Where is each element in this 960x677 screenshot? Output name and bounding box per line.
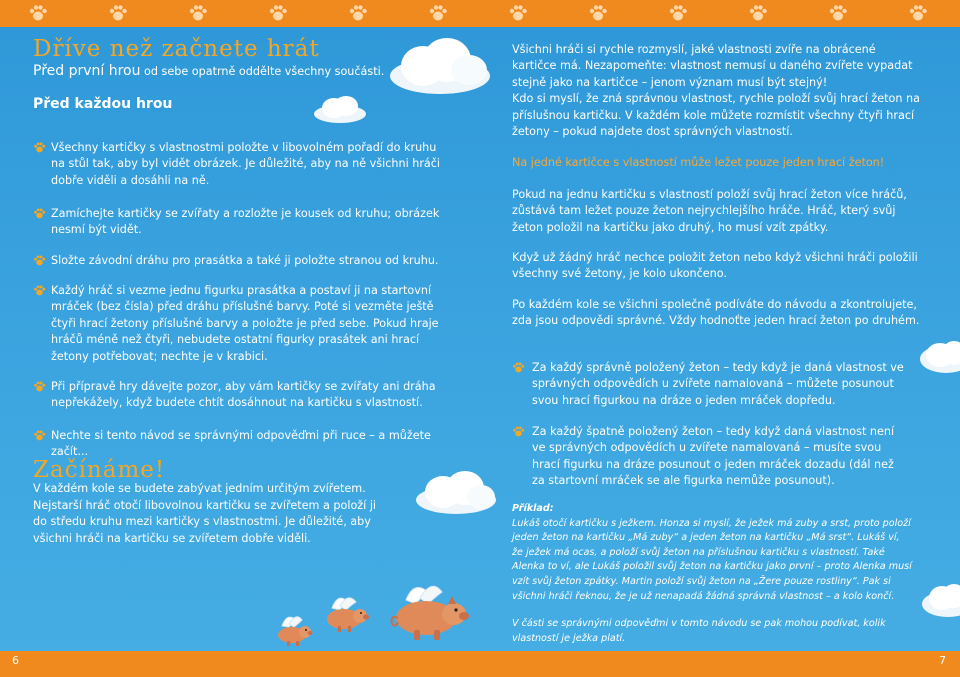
- bullet-item: [33, 428, 471, 461]
- paw-print-icon: [348, 3, 368, 23]
- bullet-item: [33, 283, 441, 365]
- page-number-left: 6: [12, 654, 19, 667]
- intro-rest: od sebe opatrně oddělte všechny součásti.: [140, 65, 385, 79]
- start-text: V každém kole se budete zabývat jedním určitým zvířetem. Nejstarší hráč otočí libovolnou kartičku se zvířetem a položí ji do středu kruhu mezi kartičky s vlastnostmi. Je důležité, aby všichni hráči na kartičku se zvířetem dobře viděli.: [33, 482, 377, 545]
- bullet-text: Nechte si tento návod se správnými odpověďmi při ruce – a můžete začít...: [51, 429, 431, 459]
- bullet-item: [33, 206, 441, 239]
- bullet-text: Při přípravě hry dávejte pozor, aby vám kartičky se zvířaty ani dráha nepřekážely, když budete chtít dosáhnout na kartičku s vlastností.: [51, 380, 436, 410]
- paw-print-icon: [108, 3, 128, 23]
- bullet-text: Zamíchejte kartičky se zvířaty a rozložte je kousek od kruhu; obrázek nesmí být vidět.: [51, 207, 440, 237]
- paw-print-icon: [33, 284, 46, 297]
- intro-line: [33, 63, 433, 80]
- rule-paragraph: Kdo si myslí, že zná správnou vlastnost, rychle položí svůj hrací žeton na příslušnou kartičku. V každém kole můžete rozmístit všechny čtyři hrací žetony – pokud najdete dost správných vlastností.: [512, 92, 920, 139]
- paw-print-icon: [512, 425, 525, 438]
- bullet-item: [33, 379, 441, 412]
- paw-print-icon: [188, 3, 208, 23]
- example-note: V části se správnými odpověďmi v tomto návodu se pak mohou podívat, kolik vlastností je ježka platí.: [512, 618, 886, 644]
- paw-print-icon: [428, 3, 448, 23]
- bullet-text: Složte závodní dráhu pro prasátka a také ji položte stranou od kruhu.: [51, 254, 439, 267]
- start-heading: Začínáme!: [33, 457, 166, 483]
- flying-pig-image: [376, 578, 472, 644]
- bullet-text: Všechny kartičky s vlastnostmi položte v libovolném pořadí do kruhu na stůl tak, aby byl vidět obrázek. Je důležité, aby na ně všichni hráči dobře viděli a dosáhli na ně.: [51, 141, 441, 187]
- paw-border-top: [0, 3, 960, 24]
- paw-print-icon: [828, 3, 848, 23]
- left-column: [33, 36, 433, 112]
- paw-print-icon: [908, 3, 928, 23]
- paw-print-icon: [33, 429, 46, 442]
- flying-pig-image: [318, 592, 372, 634]
- cloud-image: [413, 470, 499, 516]
- paw-print-icon: [668, 3, 688, 23]
- example-text: Lukáš otočí kartičku s ježkem. Honza si myslí, že ježek má zuby a srst, proto položí jeden žeton na kartičku „Má zuby“ a jeden žeton na kartičku „Má srst“. Lukáš ví, že ježek má ocas, a položí svůj žeton na příslušnou kartičku s vlastností. Také Alenka to ví, ale Lukáš položil svůj žeton na kartičku jako první – proto Alenka musí vzít svůj žeton zpátky. Martin položí svůj žeton na „Žere pouze rostliny“. Pak si všichni hráči řeknou, že je už nenapadá žádná správná vlastnost – a kolo končí.: [512, 517, 912, 602]
- paw-print-icon: [33, 141, 46, 154]
- paw-print-icon: [33, 380, 46, 393]
- rule-paragraph: Všichni hráči si rychle rozmyslí, jaké vlastnosti zvíře na obrácené kartičce má. Nezapomeňte: vlastnost nemusí u daného zvířete vypadat stejně jako na kartičce – jenom význam musí být stejný!: [512, 43, 913, 89]
- paw-print-icon: [508, 3, 528, 23]
- cloud-image: [920, 580, 960, 620]
- bullet-item: [512, 360, 910, 409]
- bullet-text: Každý hráč si vezme jednu figurku prasátka a postaví ji na startovní mráček (bez čísla) před dráhu příslušné barvy. Poté si vezměte ještě čtyři hrací žetony příslušné barvy a položte je před sebe. Pokud hraje hráčů méně než čtyři, nebudete ostatní figurky prasátek ani hrací žetony potřebovat; nechte je v krabici.: [51, 284, 439, 363]
- rule-paragraph: Pokud na jednu kartičku s vlastností položí svůj hrací žeton více hráčů, zůstává tam ležet pouze žeton nejrychlejšího hráče. Hráč, který svůj žeton položil na kartičku jako druhý, ho musí vzít zpátky.: [512, 187, 907, 234]
- paw-print-icon: [588, 3, 608, 23]
- rule-paragraph: Když už žádný hráč nechce položit žeton nebo když všichni hráči položili všechny své žetony, je kolo ukončeno.: [512, 251, 918, 281]
- bullet-item: [33, 253, 441, 269]
- paw-print-icon: [268, 3, 288, 23]
- rule-paragraph: Po každém kole se všichni společně podíváte do návodu a zkontrolujete, zda jsou odpovědi správné. Vždy hodnoťte jeden hrací žeton po druhém.: [512, 297, 920, 328]
- bullet-text: Za každý špatně položený žeton – tedy když daná vlastnost není ve správných odpovědích u zvířete namalovaná – musíte svou hrací figurku na dráze posunout o jeden mráček dozadu (dál než za startovní mráček se ale figurka nemůže posunout).: [532, 425, 895, 488]
- page-title: Dříve než začnete hrát: [33, 36, 320, 62]
- paw-print-icon: [748, 3, 768, 23]
- paw-print-icon: [33, 207, 46, 220]
- bullet-item: [33, 140, 441, 189]
- bottom-band: [0, 651, 960, 677]
- start-section: [33, 457, 378, 547]
- example-box: [512, 502, 912, 646]
- section-heading: Před každou hrou: [33, 95, 173, 112]
- bullet-text: Za každý správně položený žeton – tedy když je daná vlastnost ve správných odpovědích u zvířete namalovaná – můžete posunout svou hrací figurkou na dráze o jeden mráček dopředu.: [532, 361, 904, 407]
- flying-pig-image: [272, 612, 316, 648]
- intro-lead: Před první hrou: [33, 63, 141, 80]
- paw-print-icon: [33, 254, 46, 267]
- bullet-item: [512, 424, 910, 490]
- example-label: Příklad:: [512, 503, 554, 514]
- right-column: [512, 42, 922, 330]
- paw-print-icon: [28, 3, 48, 23]
- paw-print-icon: [512, 361, 525, 374]
- cloud-image: [918, 337, 960, 377]
- page-number-right: 7: [939, 654, 946, 667]
- highlight-rule: Na jedné kartičce s vlastností může ležet pouze jeden hrací žeton!: [512, 156, 885, 170]
